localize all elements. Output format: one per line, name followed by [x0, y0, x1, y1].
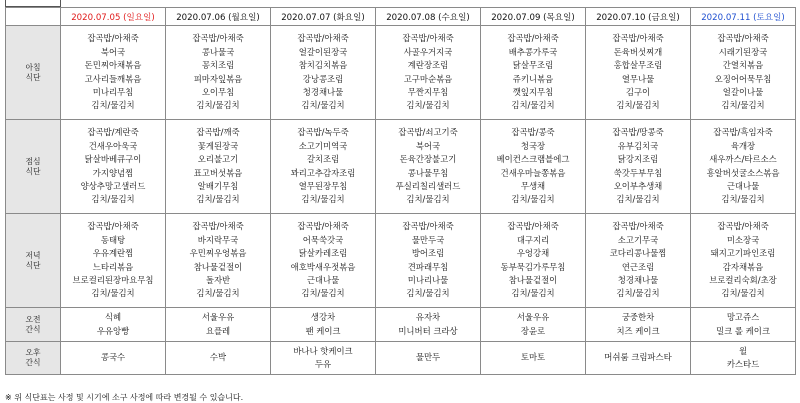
menu-item: 잡곡밥/콩죽	[511, 127, 555, 138]
menu-item: 잡곡밥/아채죽	[192, 221, 244, 232]
menu-item: 김치/물김치	[721, 100, 765, 111]
menu-item: 바지락무국	[197, 234, 239, 245]
date-header-row	[6, 8, 796, 26]
menu-item: 콩나물국	[201, 46, 235, 57]
menu-item: 청국장	[520, 140, 546, 151]
menu-item: 참나물겉절이	[193, 261, 243, 272]
menu-item: 근대나물	[306, 274, 340, 285]
menu-cell	[166, 214, 271, 308]
menu-item: 오이부추생채	[613, 180, 663, 191]
menu-item: 닭살바베큐구이	[84, 154, 142, 165]
menu-cell	[481, 214, 586, 308]
row-label-text: 오후	[25, 348, 41, 357]
menu-cell	[586, 214, 691, 308]
menu-item: 무짠지무침	[407, 86, 449, 97]
menu-item: 홍합살무조림	[613, 60, 663, 71]
menu-item: 김치/물김치	[301, 194, 345, 205]
menu-item: 치즈 케이크	[616, 325, 660, 336]
menu-cell	[61, 342, 166, 375]
menu-item: 잡곡밥/아채죽	[507, 221, 559, 232]
menu-item: 잡곡밥/아채죽	[507, 33, 559, 44]
menu-item: 김치/물김치	[511, 194, 555, 205]
menu-item: 콩나물무침	[407, 167, 449, 178]
row-label-text: 저녁	[25, 250, 41, 260]
menu-item: 김치/물김치	[511, 100, 555, 111]
menu-item: 카스타드	[726, 359, 760, 369]
row-label	[6, 120, 61, 214]
menu-item: 유자차	[415, 312, 441, 323]
row-label	[6, 214, 61, 308]
row-label-text: 아침	[25, 62, 41, 72]
menu-item: 연근조림	[621, 261, 655, 272]
menu-cell	[166, 26, 271, 120]
menu-item: 오이무침	[201, 86, 235, 97]
menu-item: 잡곡밥/아채죽	[612, 221, 664, 232]
menu-item: 흥알버섯굴소스볶음	[706, 167, 780, 178]
menu-item: 돈육버섯찌개	[613, 46, 663, 57]
menu-item: 가지양념찜	[92, 167, 134, 178]
menu-cell	[691, 26, 796, 120]
menu-cell	[691, 214, 796, 308]
menu-cell	[586, 342, 691, 375]
menu-item: 브로컬리숙회/초장	[709, 274, 777, 285]
menu-item: 잡곡밥/쇠고기죽	[398, 127, 458, 138]
menu-item: 오징어어묵무침	[714, 73, 772, 84]
menu-cell	[376, 214, 481, 308]
menu-row-dinner	[6, 214, 796, 308]
menu-item: 배추콩가루국	[508, 46, 558, 57]
menu-item: 브로컬리된장마요무침	[72, 274, 154, 285]
menu-item: 미나리나물	[407, 274, 449, 285]
menu-cell	[481, 342, 586, 375]
menu-cell	[586, 120, 691, 214]
menu-item: 간열치볶음	[722, 60, 764, 71]
menu-item: 돼지고기파인조림	[710, 248, 776, 259]
menu-item: 청경채나물	[302, 86, 344, 97]
menu-item: 사골우거지국	[403, 46, 453, 57]
menu-item: 팬 케이크	[305, 325, 341, 336]
menu-item: 바나나 핫케이크	[293, 345, 353, 356]
menu-item: 소고기미역국	[298, 140, 348, 151]
row-label	[6, 308, 61, 342]
menu-item: 잡곡밥/녹두죽	[297, 127, 349, 138]
weekly-menu-table	[5, 7, 796, 375]
menu-item: 얼갈이된장국	[298, 46, 348, 57]
menu-item: 북어국	[100, 46, 126, 57]
row-label-text: 오전	[25, 314, 41, 324]
menu-item: 잡곡밥/땅콩죽	[612, 127, 664, 138]
menu-item: 양상추망고샐러드	[80, 180, 146, 191]
row-label	[6, 26, 61, 120]
menu-cell	[61, 26, 166, 120]
menu-item: 건새우아욱국	[88, 140, 138, 151]
menu-item: 윌	[738, 345, 748, 356]
date-header-sun: 2020.07.05 (일요일)	[61, 8, 166, 26]
menu-item: 열무나물	[621, 73, 655, 84]
menu-item: 우민찌우엉볶음	[189, 248, 247, 259]
menu-item: 요플레	[205, 325, 231, 336]
menu-item: 장윤로	[520, 325, 546, 336]
menu-item: 꽁치조림	[201, 60, 235, 71]
menu-cell	[61, 214, 166, 308]
menu-item: 잡곡밥/아채죽	[402, 33, 454, 44]
menu-item: 돈민찌아채볶음	[84, 60, 142, 71]
menu-item: 고구마순볶음	[403, 73, 453, 84]
menu-cell	[691, 120, 796, 214]
row-label-text: 점심	[25, 156, 41, 166]
menu-item: 물만두	[415, 352, 441, 363]
menu-item: 새우까스/타르소스	[709, 154, 777, 165]
menu-row-afternoon-snack	[6, 342, 796, 375]
menu-item: 잡곡밥/아채죽	[87, 221, 139, 232]
menu-item: 피마자잎볶음	[193, 73, 243, 84]
menu-item: 근대나물	[726, 180, 760, 191]
menu-row-morning-snack	[6, 308, 796, 342]
menu-cell	[691, 308, 796, 342]
menu-cell	[166, 120, 271, 214]
menu-item: 김치/물김치	[616, 194, 660, 205]
menu-item: 수박	[209, 352, 227, 363]
menu-item: 청경채나물	[617, 274, 659, 285]
menu-item: 김치/물김치	[301, 288, 345, 299]
menu-cell	[481, 26, 586, 120]
menu-item: 북어국	[415, 140, 441, 151]
menu-item: 미나리무침	[92, 86, 134, 97]
menu-item: 김치/물김치	[196, 194, 240, 205]
menu-item: 무생채	[520, 180, 546, 191]
footnote: ※ 위 식단표는 사정 및 시기에 소구 사정에 따라 변경될 수 있습니다.	[5, 393, 244, 402]
corner-cell	[6, 8, 61, 26]
menu-item: 닭강지조림	[617, 154, 659, 165]
menu-item: 감자채볶음	[722, 261, 764, 272]
menu-item: 돈육간장불고기	[399, 154, 457, 165]
menu-item: 육개장	[730, 140, 756, 151]
menu-item: 김치/물김치	[91, 100, 135, 111]
menu-item: 김치/물김치	[91, 288, 135, 299]
menu-item: 계란장조림	[407, 60, 449, 71]
menu-cell	[166, 308, 271, 342]
menu-item: 닭살카레조림	[298, 248, 348, 259]
menu-item: 김치/물김치	[721, 288, 765, 299]
menu-item: 김구이	[625, 86, 651, 97]
menu-item: 잡곡밥/아채죽	[402, 221, 454, 232]
date-header-fri: 2020.07.10 (금요일)	[586, 8, 691, 26]
menu-item: 김치/물김치	[196, 100, 240, 111]
menu-item: 오리불고기	[197, 154, 239, 165]
menu-cell	[586, 26, 691, 120]
menu-cell	[271, 214, 376, 308]
menu-cell	[376, 26, 481, 120]
menu-item: 시래기된장국	[718, 46, 768, 57]
date-header-sat: 2020.07.11 (토요일)	[691, 8, 796, 26]
menu-item: 꽈리고추감자조림	[290, 167, 356, 178]
menu-item: 생강차	[310, 312, 336, 323]
menu-item: 우유계란찜	[92, 248, 134, 259]
menu-item: 참나물겉절이	[508, 274, 558, 285]
menu-item: 동부묵김가루무침	[500, 261, 566, 272]
menu-cell	[376, 120, 481, 214]
menu-item: 동태탕	[100, 234, 126, 245]
row-label-text: 식단	[25, 72, 41, 82]
menu-item: 잡곡밥/계란죽	[87, 127, 139, 138]
menu-item: 김치/물김치	[406, 100, 450, 111]
menu-cell	[481, 120, 586, 214]
menu-item: 유부김치국	[617, 140, 659, 151]
menu-item: 잡곡밥/아채죽	[192, 33, 244, 44]
menu-item: 꽃게된장국	[197, 140, 239, 151]
menu-item: 얼갈이나물	[722, 86, 764, 97]
menu-item: 김치/물김치	[721, 194, 765, 205]
menu-cell	[586, 308, 691, 342]
menu-row-lunch	[6, 120, 796, 214]
menu-item: 베이컨스크램블에그	[496, 154, 570, 165]
menu-item: 방어조림	[411, 248, 445, 259]
menu-item: 잡곡밥/아채죽	[612, 33, 664, 44]
menu-item: 망고쥬스	[726, 312, 760, 323]
menu-item: 애호박새우젓볶음	[290, 261, 356, 272]
menu-item: 서울우유	[516, 312, 550, 323]
menu-item: 토마토	[520, 352, 546, 363]
menu-item: 김치/물김치	[196, 288, 240, 299]
menu-item: 식혜	[104, 312, 122, 323]
menu-cell	[691, 342, 796, 375]
date-header-tue: 2020.07.07 (화요일)	[271, 8, 376, 26]
header-box	[5, 0, 61, 7]
menu-item: 김치/물김치	[406, 194, 450, 205]
menu-item: 느타리볶음	[92, 261, 134, 272]
menu-item: 미소장국	[726, 234, 760, 245]
menu-cell	[61, 120, 166, 214]
date-header-wed: 2020.07.08 (수요일)	[376, 8, 481, 26]
menu-cell	[61, 308, 166, 342]
menu-item: 콩국수	[100, 352, 126, 363]
row-label-text: 식단	[25, 166, 41, 176]
menu-item: 미니버터 크라상	[398, 325, 458, 336]
menu-cell	[271, 342, 376, 375]
menu-item: 밀크 롤 케이크	[716, 325, 770, 336]
menu-item: 궁중한차	[621, 312, 655, 323]
menu-item: 닭살무조림	[512, 60, 554, 71]
menu-item: 잡곡밥/아채죽	[717, 33, 769, 44]
menu-item: 우유앙빵	[96, 325, 130, 336]
menu-item: 깻잎지무침	[512, 86, 554, 97]
menu-item: 갈치조림	[306, 154, 340, 165]
menu-item: 참치김치볶음	[298, 60, 348, 71]
menu-item: 고사리들깨볶음	[84, 73, 142, 84]
menu-item: 푸실리칠리샐러드	[395, 180, 461, 191]
menu-cell	[271, 26, 376, 120]
menu-item: 김치/물김치	[511, 288, 555, 299]
menu-cell	[271, 120, 376, 214]
menu-item: 김치/물김치	[91, 194, 135, 205]
menu-item: 열무된장무침	[298, 180, 348, 191]
menu-item: 코다리콩나물찜	[609, 248, 667, 259]
menu-item: 건새우마늘쫑볶음	[500, 167, 566, 178]
menu-item: 쥬키니볶음	[512, 73, 554, 84]
row-label-text: 식단	[25, 260, 41, 270]
date-header-thu: 2020.07.09 (목요일)	[481, 8, 586, 26]
menu-item: 표고버섯볶음	[193, 167, 243, 178]
date-header-mon: 2020.07.06 (월요일)	[166, 8, 271, 26]
menu-item: 잡곡밥/아채죽	[297, 33, 349, 44]
menu-cell	[481, 308, 586, 342]
menu-cell	[376, 342, 481, 375]
menu-item: 돌자반	[205, 274, 231, 285]
menu-item: 소고기무국	[617, 234, 659, 245]
menu-item: 김치/물김치	[406, 288, 450, 299]
menu-item: 김치/물김치	[616, 100, 660, 111]
menu-item: 잡곡밥/아채죽	[297, 221, 349, 232]
menu-item: 대구지리	[516, 234, 550, 245]
menu-cell	[376, 308, 481, 342]
menu-item: 강낭콩조림	[302, 73, 344, 84]
menu-item: 어묵쑥갓국	[302, 234, 344, 245]
menu-item: 김치/물김치	[301, 100, 345, 111]
menu-item: 잡곡밥/아채죽	[717, 221, 769, 232]
menu-item: 견파래무침	[407, 261, 449, 272]
menu-item: 잡곡밥/아채죽	[87, 33, 139, 44]
menu-item: 물만두국	[411, 234, 445, 245]
menu-item: 두유	[314, 359, 332, 369]
row-label-text: 간식	[25, 358, 41, 367]
menu-item: 잡곡밥/흑임자죽	[713, 127, 773, 138]
menu-item: 알배기무침	[197, 180, 239, 191]
menu-cell	[271, 308, 376, 342]
menu-item: 우엉강채	[516, 248, 550, 259]
row-label-text: 간식	[25, 324, 41, 334]
row-label	[6, 342, 61, 375]
menu-item: 쑥갓두부무침	[613, 167, 663, 178]
menu-item: 잡곡밥/깨죽	[196, 127, 240, 138]
menu-cell	[166, 342, 271, 375]
menu-item: 김치/물김치	[616, 288, 660, 299]
menu-item: 서울우유	[201, 312, 235, 323]
menu-row-breakfast	[6, 26, 796, 120]
menu-item: 머쉬룸 크림파스타	[604, 352, 672, 363]
